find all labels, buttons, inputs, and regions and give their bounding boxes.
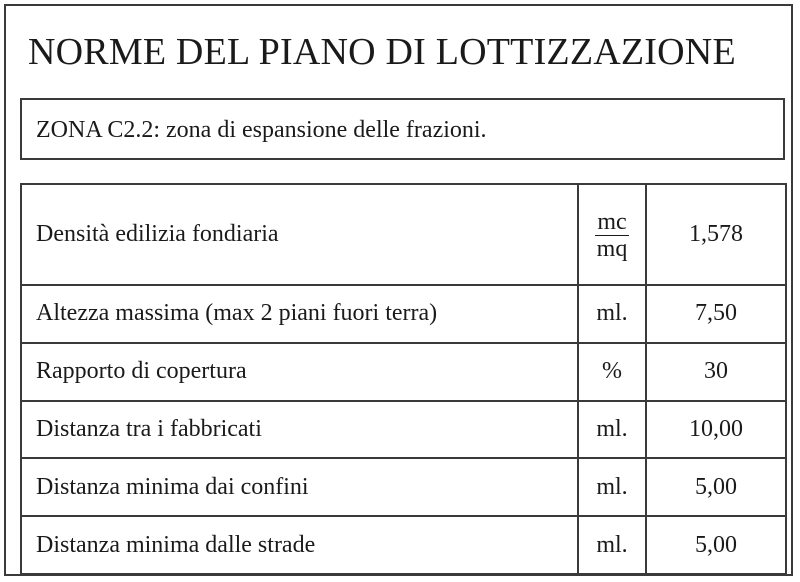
row-label: Altezza massima (max 2 piani fuori terra) [21, 285, 578, 343]
row-label: Distanza tra i fabbricati [21, 401, 578, 459]
unit-cell: ml. [578, 516, 646, 574]
row-label: Rapporto di copertura [21, 343, 578, 401]
row-value: 10,00 [646, 401, 786, 459]
unit-cell [578, 184, 646, 285]
row-label: Densità edilizia fondiaria [21, 184, 578, 285]
table-row [21, 184, 786, 285]
table-row [21, 285, 786, 343]
table-row [21, 401, 786, 459]
norms-table [20, 183, 787, 575]
unit-denominator: mq [596, 235, 628, 262]
unit-cell: % [578, 343, 646, 401]
row-label: Distanza minima dalle strade [21, 516, 578, 574]
unit-numerator: mc [597, 208, 627, 235]
unit-cell: ml. [578, 458, 646, 516]
zone-description: ZONA C2.2: zona di espansione delle frazioni. [20, 98, 785, 160]
page-title: NORME DEL PIANO DI LOTTIZZAZIONE [28, 31, 736, 73]
unit-cell: ml. [578, 285, 646, 343]
row-value: 5,00 [646, 458, 786, 516]
row-value: 7,50 [646, 285, 786, 343]
document-sheet [4, 4, 793, 576]
table-row [21, 343, 786, 401]
row-value: 1,578 [646, 184, 786, 285]
row-label: Distanza minima dai confini [21, 458, 578, 516]
table-row [21, 458, 786, 516]
unit-fraction [595, 210, 628, 261]
unit-cell: ml. [578, 401, 646, 459]
row-value: 30 [646, 343, 786, 401]
row-value: 5,00 [646, 516, 786, 574]
table-row [21, 516, 786, 574]
